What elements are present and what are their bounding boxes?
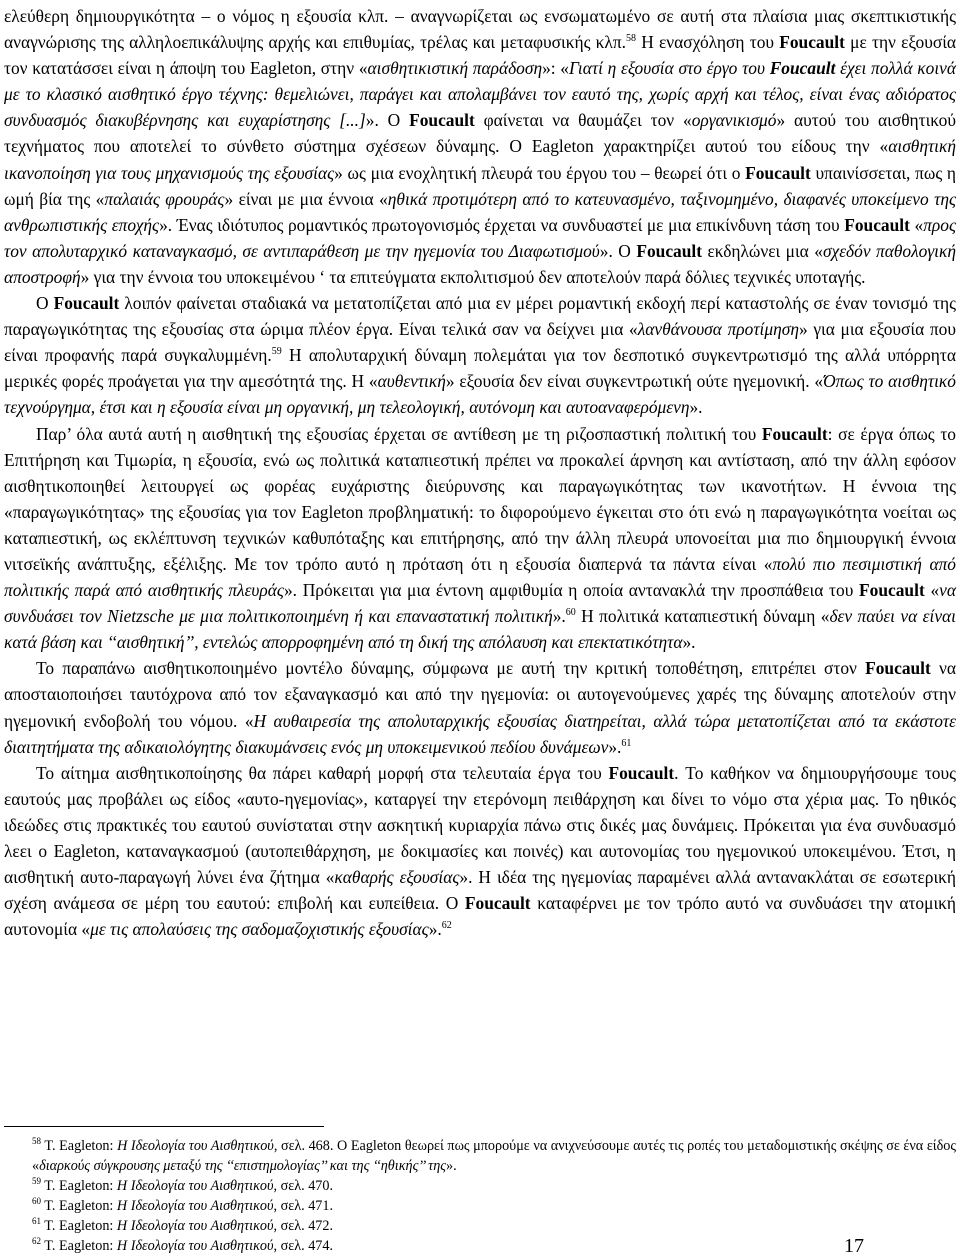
text-run: . Το καθήκον να δημιουργήσουμε τους εαυτούς μας προβάλει ως είδος «αυτο-ηγεμονίας», καταργεί την ετερόνομη πειθάρχηση και δίνει το νόμο στα χέρια μας. Το ηθικός ιδεώδες στις πρακτικές του εαυτού συνίσταται στην ασκητική κυριαρχία πάνω στις δικές μας δυνάμεις. Πρόκειται για ένα συνδυασμό λεει ο Eagleton, καταναγκασμού (αυτοπειθάρχηση, με δοκιμασίες και ποινές) και αυτονομίας του ηγεμονικού υποκειμένου. Έτσι, η αισθητική αυτο-παραγωγή λύνει ένα ζήτημα « (4, 762, 956, 888)
text-run: Η ενασχόληση του (636, 32, 780, 53)
text-run: ». Ο (599, 240, 637, 261)
quoted-text: καθαρής εξουσίας (334, 867, 460, 888)
footnote-ref: 60 (565, 607, 576, 619)
quoted-text: Όπως το αισθητικό τεχνούργημα, έτσι και η εξουσία είναι μη οργανική, μη τελεολογική, αυτόνομη και αυτοαναφερόμενη (4, 371, 956, 418)
text-run: » για μια εξουσία που είναι προφανής παρά συγκαλυμμένη. (4, 319, 956, 366)
quoted-text: Η Ιδεολογία του Αισθητικού (116, 1178, 274, 1194)
text-run: ». (428, 919, 442, 940)
quoted-text: αυθεντική (377, 371, 446, 392)
footnote-number: 62 (32, 1236, 41, 1246)
quoted-text: Γιατί η εξουσία στο έργο του (569, 58, 770, 79)
footnote (4, 1136, 956, 1176)
text-run: καταφέρνει με τον τρόπο αυτό να συνδυάσει την ατομική αυτονομία « (4, 893, 956, 940)
text-run: λοιπόν φαίνεται σταδιακά να μετατοπίζεται από μια εν μέρει ρομαντική εκδοχή περί καταστολής σε έναν τονισμό της παραγωγικότητας της εξουσίας στα ώριμα πλέον έργα. Είναι τελικά σαν να δείχνει μια « (4, 293, 956, 340)
footnote-number: 59 (32, 1176, 41, 1186)
footnote-ref: 61 (621, 737, 632, 749)
text-run: Τ. Eagleton: (44, 1198, 117, 1214)
quoted-text: Η Ιδεολογία του Αισθητικού (117, 1138, 274, 1154)
text-run: Το παραπάνω αισθητικοποιημένο μοντέλο δύναμης, σύμφωνα με αυτή την κριτική τοποθέτηση, επιτρέπει στον (36, 658, 866, 679)
paragraph (4, 3, 956, 290)
footnote-ref: 62 (441, 920, 452, 932)
paragraph (4, 760, 956, 943)
text-run: : σε έργα όπως το Επιτήρηση και Τιμωρία, η εξουσία, ενώ ως πολιτικά καταπιεστική πρέπει να προκαλεί άρνηση και αντίσταση, από την άλλη εφόσον αισθητικοποιηθεί λειτουργεί ως φορέας ευχάριστης διεύρυνσης και παραγωγικότητας των ικανοτήτων. Η έννοια της «παραγωγικότητας» της εξουσίας για τον Eagleton προβληματική: το διφορούμενο έγκειται στο ότι ενώ η παραγωγικότητα νοείται ως καταπιεστική, ως εκλέπτυνση τεχνικών καθυπόταξης και επιτήρησης, από την άλλη πλευρά υπονοείται μια πιο δημιουργική έννοια νιτσεϊκής ανάπτυξης, εξέλιξης. Με τον τρόπο αυτό η πρόταση ότι η εξουσία διαπερνά τα πάντα είναι « (4, 423, 956, 574)
bold-name: Foucault (53, 293, 120, 314)
text-run: » ως μια ενοχλητική πλευρά του έργου του – θεωρεί ότι ο (334, 162, 746, 183)
text-run: Τ. Eagleton: (44, 1178, 117, 1194)
text-run: ». Ένας ιδιότυπος ρομαντικός πρωτογονισμός έρχεται να συνδυαστεί με μια επικίνδυνη τάση του (159, 214, 845, 235)
text-run: Η απολυταρχική δύναμη πολεμάται για τον δεσποτικό συγκεντρωτισμό της αλλά υπόρρητα μερικές φορές προάγεται για την αμεσότητά της. Η « (4, 345, 957, 392)
quoted-text: Η Ιδεολογία του Αισθητικού (116, 1198, 274, 1214)
quoted-text: πολύ πιο πεσιμιστική από πολιτικής παρά από αισθητικής πλευράς (4, 553, 956, 601)
bold-name: Foucault (745, 162, 811, 183)
text-run: , σελ. 472. (273, 1218, 334, 1234)
quoted-text: διαρκούς σύγκρουσης μεταξύ της ‘‘επιστημολογίας’’ και της ‘‘ηθικής’’ της (39, 1158, 447, 1174)
bold-italic-name: Foucault (769, 58, 836, 79)
text-run: Ο (36, 293, 54, 314)
text-run: Το αίτημα αισθητικοποίησης θα πάρει καθαρή μορφή στα τελευταία έργα του (36, 762, 609, 783)
text-run: φαίνεται να θαυμάζει τον « (474, 110, 692, 131)
bold-name: Foucault (859, 580, 925, 601)
footnote-separator (4, 1126, 324, 1127)
text-run: , σελ. 474. (273, 1238, 334, 1254)
bold-name: Foucault (865, 658, 931, 679)
text-run: Τ. Eagleton: (44, 1138, 118, 1154)
text-run: , σελ. 471. (273, 1198, 334, 1214)
text-run: » είναι με μια έννοια « (224, 188, 388, 209)
quoted-text: λανθάνουσα προτίμηση (637, 319, 799, 340)
bold-name: Foucault (844, 214, 910, 235)
quoted-text: Η αυθαιρεσία της απολυταρχικής εξουσίας διατηρείται, αλλά τώρα μετατοπίζεται από τα εκάστοτε διαιτητήματα της αδικαιολόγητης διακυμάνσεις ενός μη υποκειμενικού πεδίου δυνάμεων (4, 710, 956, 757)
paragraph (4, 421, 956, 656)
text-run: να αποσταιοποιήσει ταυτόχρονα από τον εξαναγκασμό και από την ηγεμονία: οι αυτογενούμενες χαρές της δύναμης αποτελούν στην ηγεμονική ενδοβολή του νόμου. « (4, 658, 956, 731)
text-run: ». Ο (365, 110, 410, 131)
text-run: Η πολιτικά καταπιεστική δύναμη « (575, 606, 830, 627)
bold-name: Foucault (464, 893, 531, 914)
text-run: , σελ. 468. Ο Eagleton θεωρεί πως μπορούμε να ανιχνεύσουμε αυτές τις ροπές του μεταδομιστικής σκέψης σε ένα είδος « (32, 1138, 956, 1174)
bold-name: Foucault (761, 423, 828, 444)
text-run: « (924, 580, 940, 601)
quoted-text: αισθητικιστική παράδοση (367, 58, 543, 79)
quoted-text: προς τον απολυταρχικό καταναγκασμό, σε αντιπαράθεση με την ηγεμονία του Διαφωτισμού (4, 214, 956, 261)
text-run: ». (552, 606, 566, 627)
paragraph (4, 655, 956, 759)
footnote-number: 60 (32, 1196, 41, 1206)
text-run: ». (608, 736, 622, 757)
text-run: εκδηλώνει μια « (702, 240, 823, 261)
text-run: « (909, 214, 924, 235)
footnote-number: 58 (32, 1136, 41, 1146)
text-run: Παρ’ όλα αυτά αυτή η αισθητική της εξουσίας έρχεται σε αντίθεση με τη ριζοσπαστική πολιτική του (36, 423, 762, 444)
text-run: ». Η ιδέα της ηγεμονίας παραμένει αλλά αντανακλάται σε εσωτερική σχέση ανάμεσα σε μέρη του εαυτού: επιβολή και ευπείθεια. Ο (4, 867, 956, 914)
text-run: ». (682, 632, 696, 653)
quoted-text: έχει πολλά κοινά με το κλασικό αισθητικό έργο τέχνης: θεμελιώνει, παράγει και απολαμβάνει τον εαυτό της, χωρίς αρχή και τέλος, είναι ένας αδιόρατος συνδυασμός διακυβέρνησης και ευχαρίστησης [...] (4, 58, 956, 131)
quoted-text: αισθητική ικανοποίηση για τους μηχανισμούς της εξουσίας (4, 136, 956, 183)
quoted-text: παλαιάς φρουράς (104, 188, 225, 209)
text-run: με την εξουσία τον κατατάσσει είναι η άποψη του Eagleton, στην « (4, 32, 956, 79)
paragraph (4, 290, 956, 420)
quoted-text: Η Ιδεολογία του Αισθητικού (116, 1238, 274, 1254)
quoted-text: να συνδυάσει τον Nietzsche με μια πολιτικοποιημένη ή και επαναστατική πολιτική (4, 580, 956, 627)
quoted-text: σχεδόν παθολογική αποστροφή (4, 240, 956, 287)
footnote (4, 1236, 956, 1256)
quoted-text: με τις απολαύσεις της σαδομαζοχιστικής εξουσίας (90, 919, 429, 940)
quoted-text: Η Ιδεολογία του Αισθητικού (116, 1218, 274, 1234)
bold-name: Foucault (409, 110, 475, 131)
bold-name: Foucault (779, 32, 845, 53)
text-run: ». (446, 1158, 457, 1174)
text-run: » αυτού του αισθητικού τεχνήματος που αποτελεί το σύνθετο σύστημα σχέσεων δύναμης. Ο Eagleton χαρακτηρίζει αυτού του είδους την « (4, 110, 956, 157)
footnotes (4, 1136, 956, 1256)
text-run: » εξουσία δεν είναι συγκεντρωτική ούτε ηγεμονική. « (445, 371, 824, 392)
footnote-ref: 59 (271, 346, 282, 358)
page-number: 17 (844, 1235, 864, 1257)
footnote (4, 1196, 956, 1216)
quoted-text: οργανικισμό (691, 110, 777, 131)
bold-name: Foucault (636, 240, 703, 261)
footnote-ref: 58 (626, 33, 636, 45)
body-text (4, 3, 956, 942)
text-run: ». Πρόκειται για μια έντονη αμφιθυμία η οποία αντανακλά την προσπάθεια του (283, 580, 860, 601)
quoted-text: ηθικά προτιμότερη από το κατευνασμένο, ταξινομημένο, διαφανές υποκείμενο της ανθρωπιστικής εποχής (4, 188, 957, 235)
bold-name: Foucault (608, 762, 675, 783)
text-run: ». (689, 397, 703, 418)
text-run: Τ. Eagleton: (44, 1218, 117, 1234)
text-run: Τ. Eagleton: (44, 1238, 117, 1254)
text-run: » για την έννοια του υποκειμένου ‘ τα επιτεύγματα εκπολιτισμού δεν αποτελούν παρά δόλιες τεχνικές υποταγής. (80, 266, 866, 287)
quoted-text: δεν παύει να είναι κατά βάση και ‘‘αισθητική’’, εντελώς απορροφημένη από τη δική της απόλαυση και επεκτατικότητα (4, 606, 957, 653)
footnote-number: 61 (32, 1216, 41, 1226)
text-run: υπαινίσσεται, πως η ωμή βία της « (4, 162, 956, 209)
footnote (4, 1216, 956, 1236)
text-run: ελεύθερη δημιουργικότητα – ο νόμος η εξουσία κλπ. – αναγνωρίζεται ως ενσωματωμένο σε αυτή στα πλαίσια μιας σκεπτικιστικής αναγνώρισης της αλληλοεπικάλυψης αρχής και επιθυμίας, τρέλας και μεταφυσικής κλπ. (4, 6, 956, 53)
text-run: »: « (542, 58, 569, 79)
footnote (4, 1176, 956, 1196)
text-run: , σελ. 470. (273, 1178, 334, 1194)
